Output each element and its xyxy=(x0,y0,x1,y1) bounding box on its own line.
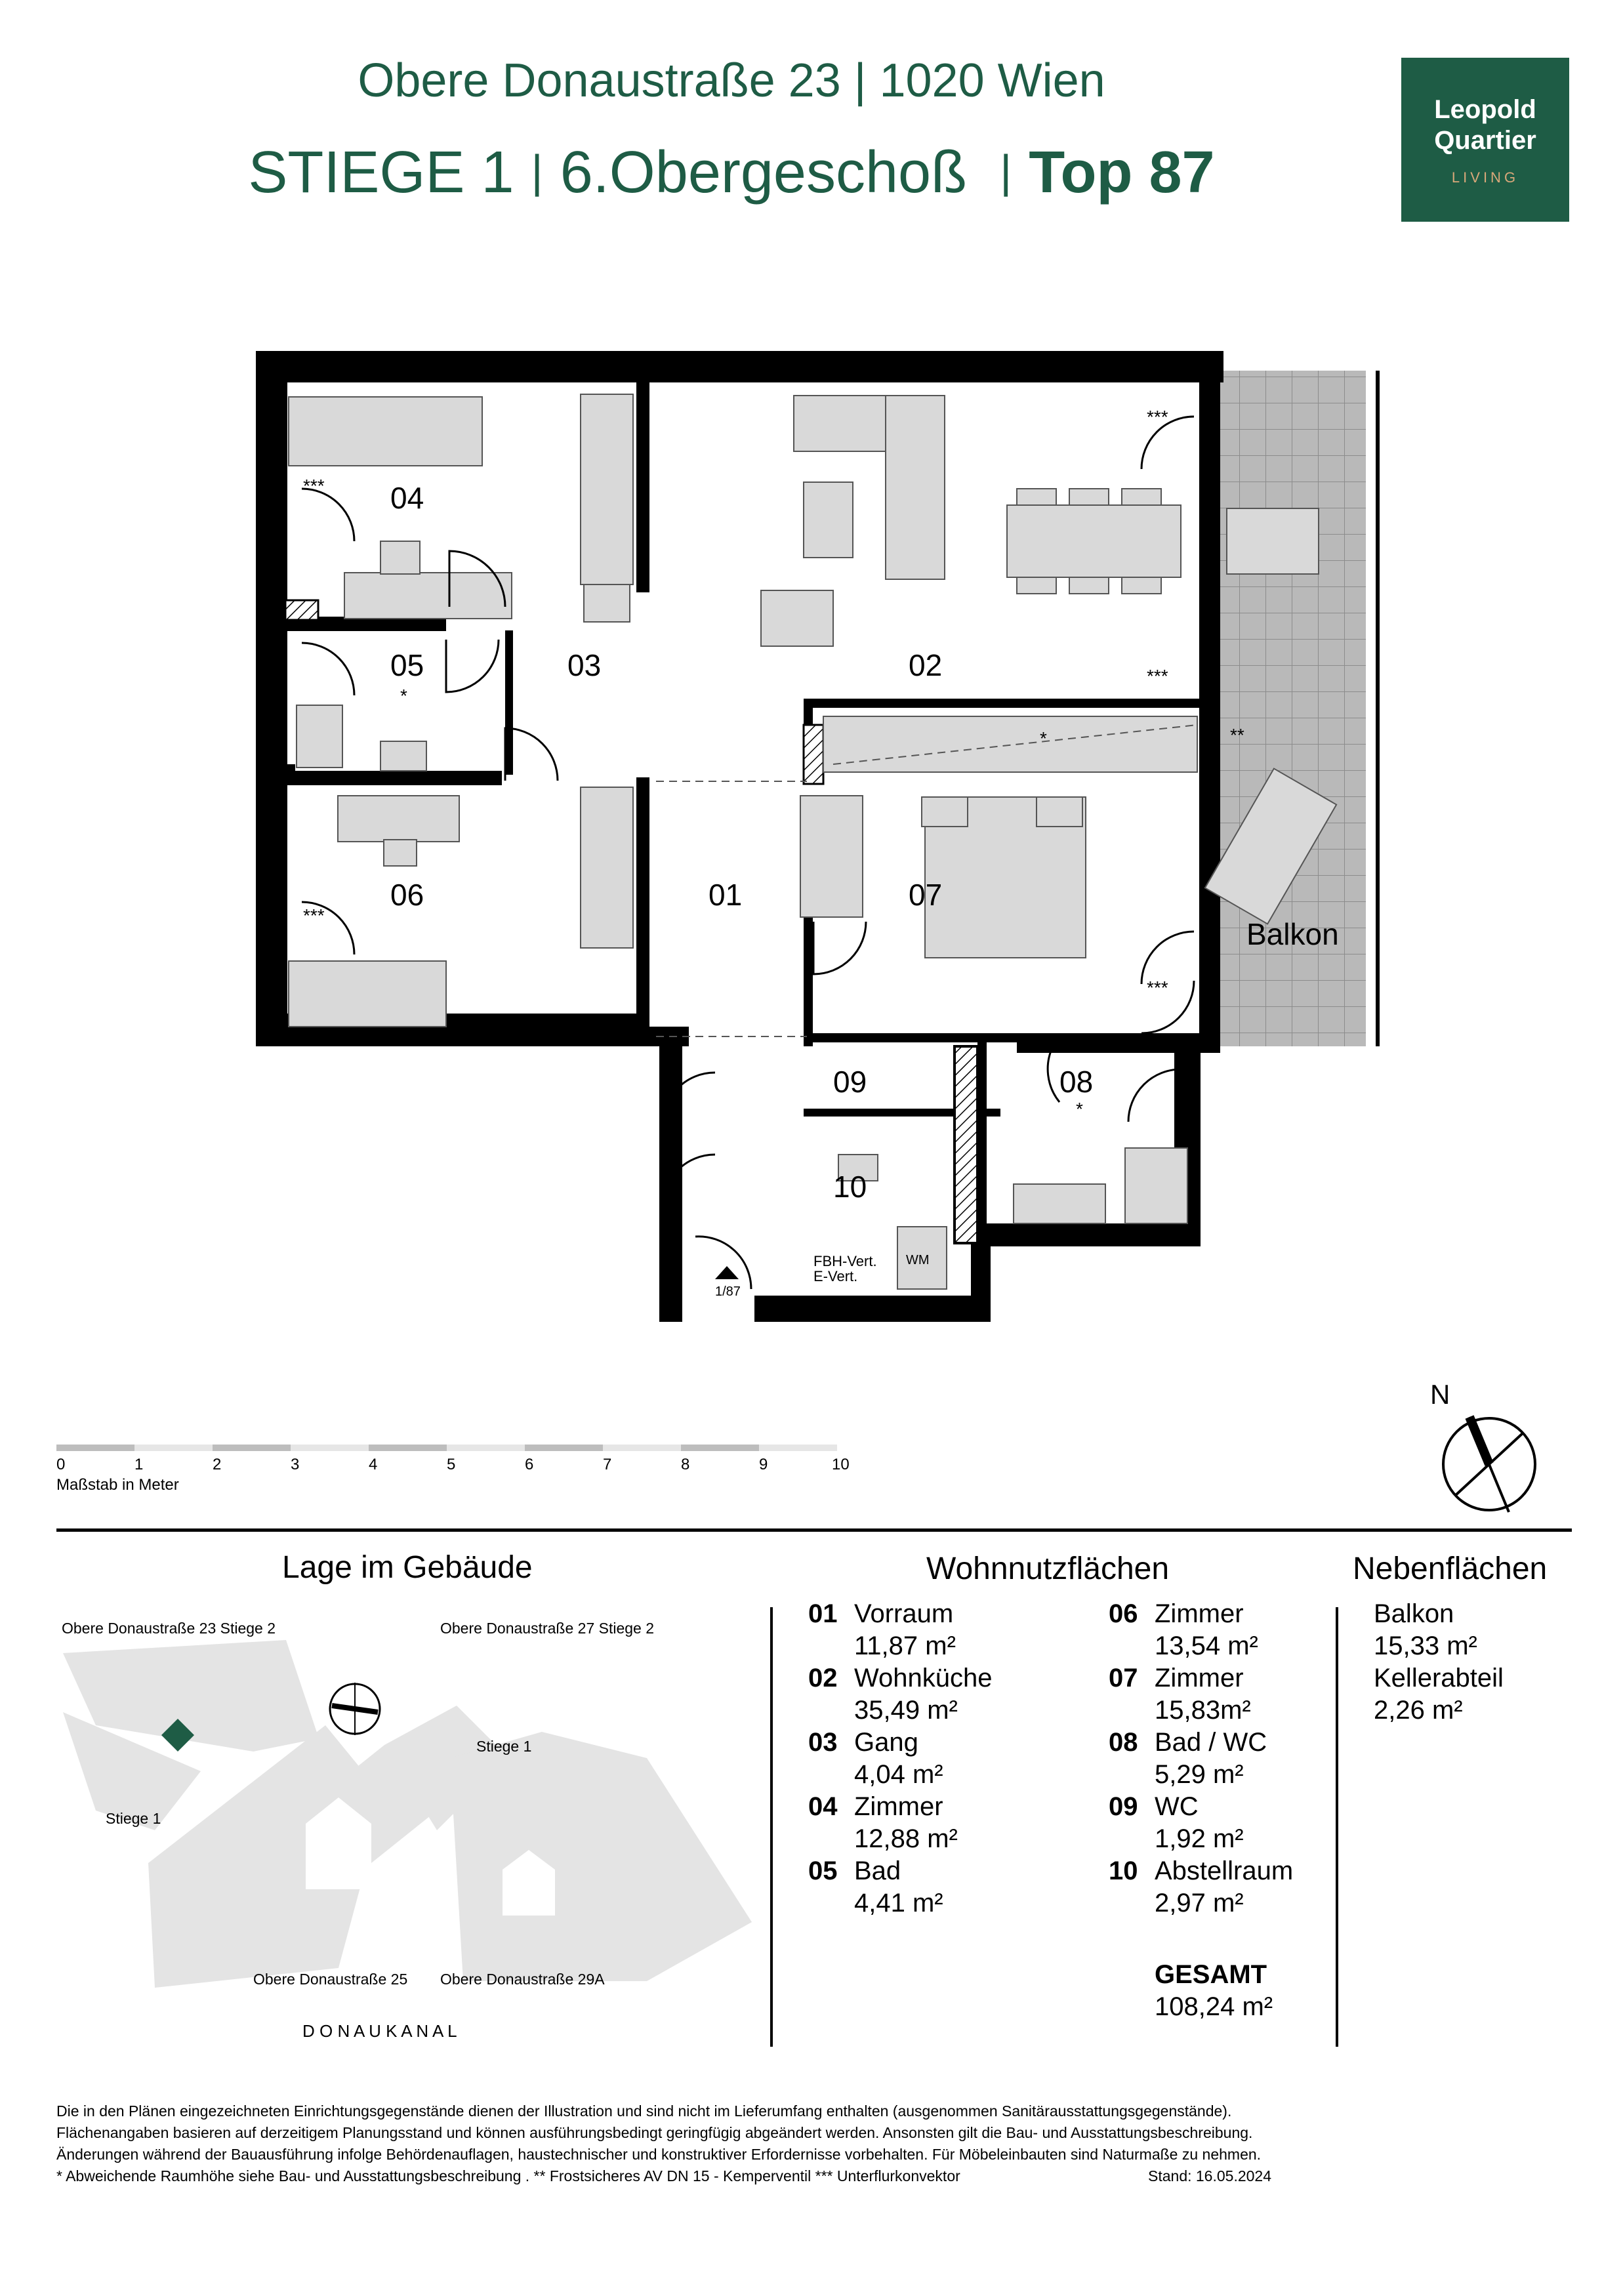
evert-label: E-Vert. xyxy=(813,1268,858,1284)
scale-tick-label: 1 xyxy=(134,1456,144,1473)
room-02: 02 xyxy=(909,648,943,682)
scale-tick-label: 3 xyxy=(291,1456,300,1473)
neben-heading: Nebenflächen xyxy=(1353,1551,1548,1586)
room-name: Zimmer xyxy=(1155,1599,1244,1628)
room-name: Balkon xyxy=(1374,1599,1454,1628)
floor-label: 6.Obergeschoß xyxy=(560,140,968,205)
footer-line xyxy=(56,2165,1382,2187)
convector-note: *** xyxy=(303,905,325,926)
room-name: WC xyxy=(1155,1792,1199,1821)
stand-date: Stand: 16.05.2024 xyxy=(1148,2167,1271,2184)
logo-line-1: Leopold xyxy=(1434,95,1536,124)
room-name: Kellerabteil xyxy=(1374,1664,1504,1692)
site-label-g: D O N A U K A N A L xyxy=(302,2021,457,2041)
column-divider xyxy=(1336,1607,1338,2047)
room-10: 10 xyxy=(833,1170,867,1204)
scale-tick-label: 7 xyxy=(603,1456,612,1473)
room-area: 2,97 m² xyxy=(1155,1889,1244,1917)
room-09: 09 xyxy=(833,1065,867,1099)
footer-notes xyxy=(56,2101,1382,2187)
scale-segments xyxy=(56,1445,837,1451)
site-label-a: Obere Donaustraße 23 Stiege 2 xyxy=(62,1620,276,1637)
scale-tick-label: 5 xyxy=(447,1456,456,1473)
room-number: 08 xyxy=(1109,1728,1138,1757)
room-03: 03 xyxy=(567,648,602,682)
entry-label: 1/87 xyxy=(715,1284,741,1299)
area-row xyxy=(1109,1727,1293,1759)
floor-plan xyxy=(243,351,1410,1322)
site-label-f: Obere Donaustraße 29A xyxy=(440,1971,605,1988)
star-note: * xyxy=(400,686,407,706)
room-05: 05 xyxy=(390,648,424,682)
area-row xyxy=(808,1598,993,1630)
scale-tick-label: 6 xyxy=(525,1456,534,1473)
scale-bar xyxy=(56,1441,870,1500)
room-name: Zimmer xyxy=(854,1792,943,1821)
total-value: 108,24 m² xyxy=(1155,1992,1273,2021)
footer-line: Änderungen während der Bauausführung infolge Behördenauflagen, haustechnischer und konstruktiver Erfordernisse vorbehalten. Für Möbeleinbauten sind Naturmaße zu nehmen. xyxy=(56,2146,1262,2163)
scale-tick-label: 0 xyxy=(56,1456,66,1473)
north-compass-icon xyxy=(1410,1364,1548,1515)
shaft xyxy=(285,600,318,620)
star-note: * xyxy=(1040,728,1047,748)
shaft xyxy=(955,1046,977,1243)
entry-arrow-icon xyxy=(715,1266,739,1279)
site-label-d: Stiege 1 xyxy=(106,1810,161,1827)
room-08: 08 xyxy=(1059,1065,1094,1099)
room-number: 06 xyxy=(1109,1599,1138,1628)
room-number: 10 xyxy=(1109,1856,1138,1885)
fbh-label: FBH-Vert. xyxy=(813,1253,877,1269)
shaft xyxy=(804,725,823,784)
room-area: 1,92 m² xyxy=(1155,1824,1244,1853)
site-label-c: Stiege 1 xyxy=(476,1738,532,1755)
area-row xyxy=(808,1727,993,1759)
logo-line-3: LIVING xyxy=(1451,169,1519,186)
room-04: 04 xyxy=(390,481,424,515)
convector-note: *** xyxy=(1147,407,1168,427)
room-area: 12,88 m² xyxy=(854,1824,958,1853)
valve-note: ** xyxy=(1230,725,1244,745)
site-plan xyxy=(56,1614,778,2066)
room-07: 07 xyxy=(909,878,943,912)
room-area: 11,87 m² xyxy=(854,1631,956,1660)
room-number: 07 xyxy=(1109,1664,1138,1692)
room-name: Bad / WC xyxy=(1155,1728,1267,1757)
room-area: 4,41 m² xyxy=(854,1889,943,1917)
scale-tick-label: 2 xyxy=(213,1456,222,1473)
scale-label: Maßstab in Meter xyxy=(56,1476,179,1494)
room-name: Wohnküche xyxy=(854,1664,993,1692)
scale-tick-label: 8 xyxy=(681,1456,690,1473)
title-divider: | xyxy=(531,146,543,197)
room-area: 13,54 m² xyxy=(1155,1631,1258,1660)
logo xyxy=(1401,58,1569,222)
footer-legend: * Abweichende Raumhöhe siehe Bau- und Ausstattungsbeschreibung . ** Frostsicheres AV DN 15 - Kemperventil *** Unterflurkonvektor xyxy=(56,2167,960,2184)
room-name: Gang xyxy=(854,1728,918,1757)
area-row xyxy=(1374,1662,1504,1694)
convector-note: *** xyxy=(1147,977,1168,998)
area-row xyxy=(1109,1598,1293,1630)
lage-heading: Lage im Gebäude xyxy=(282,1550,533,1585)
footer-line: Flächenangaben basieren auf derzeitigem Planungsstand und können ausführungsbedingt geringfügig abgeändert werden. Ansonsten gilt die Bau- und Ausstattungsbeschreibung. xyxy=(56,2124,1253,2141)
title-divider: | xyxy=(1000,146,1012,197)
room-area: 2,26 m² xyxy=(1374,1696,1463,1725)
logo-line-2: Quartier xyxy=(1434,126,1536,155)
address: Obere Donaustraße 23 | 1020 Wien xyxy=(358,54,1105,107)
area-row xyxy=(1374,1598,1504,1630)
room-name: Bad xyxy=(854,1856,901,1885)
total-label: GESAMT xyxy=(1155,1960,1267,1989)
room-name: Abstellraum xyxy=(1155,1856,1294,1885)
convector-note: *** xyxy=(303,476,325,496)
room-area: 35,49 m² xyxy=(854,1696,958,1725)
neben-list xyxy=(1374,1598,1504,1727)
room-area: 4,04 m² xyxy=(854,1760,943,1789)
scale-tick-label: 9 xyxy=(759,1456,768,1473)
section-divider xyxy=(56,1528,1572,1532)
room-name: Vorraum xyxy=(854,1599,954,1628)
room-number: 01 xyxy=(808,1599,838,1628)
room-area: 15,83m² xyxy=(1155,1696,1251,1725)
star-note: * xyxy=(1076,1099,1083,1119)
scale-tick-label: 10 xyxy=(832,1456,850,1473)
wm-label: WM xyxy=(906,1253,930,1267)
room-name: Zimmer xyxy=(1155,1664,1244,1692)
area-row xyxy=(1109,1855,1293,1887)
area-row xyxy=(808,1791,993,1823)
room-number: 09 xyxy=(1109,1792,1138,1821)
convector-note: *** xyxy=(1147,666,1168,686)
site-label-e: Obere Donaustraße 25 xyxy=(253,1971,408,1988)
scale-tick-label: 4 xyxy=(369,1456,378,1473)
furniture xyxy=(289,394,1336,1289)
room-number: 02 xyxy=(808,1664,838,1692)
area-row xyxy=(808,1662,993,1694)
area-row xyxy=(1109,1791,1293,1823)
north-label: N xyxy=(1430,1379,1450,1410)
room-balkon: Balkon xyxy=(1246,917,1339,951)
top-label: Top 87 xyxy=(1029,140,1215,205)
area-row xyxy=(808,1855,993,1887)
room-area: 15,33 m² xyxy=(1374,1631,1477,1660)
room-06: 06 xyxy=(390,878,424,912)
area-list-col1 xyxy=(808,1598,993,1919)
column-divider xyxy=(770,1607,773,2047)
room-area: 5,29 m² xyxy=(1155,1760,1244,1789)
page-title xyxy=(0,139,1463,207)
area-row xyxy=(1109,1662,1293,1694)
room-number: 04 xyxy=(808,1792,838,1821)
area-list-col2 xyxy=(1109,1598,1293,1919)
room-01: 01 xyxy=(709,878,743,912)
footer-line: Die in den Plänen eingezeichneten Einrichtungsgegenstände dienen der Illustration und sind nicht im Lieferumfang enthalten (ausgenommen Sanitärausstattungsgegenstände). xyxy=(56,2102,1232,2120)
site-label-b: Obere Donaustraße 27 Stiege 2 xyxy=(440,1620,655,1637)
wohnnutz-heading: Wohnnutzflächen xyxy=(926,1551,1170,1586)
room-number: 05 xyxy=(808,1856,838,1885)
room-number: 03 xyxy=(808,1728,838,1757)
stiege-label: STIEGE 1 xyxy=(248,140,514,205)
